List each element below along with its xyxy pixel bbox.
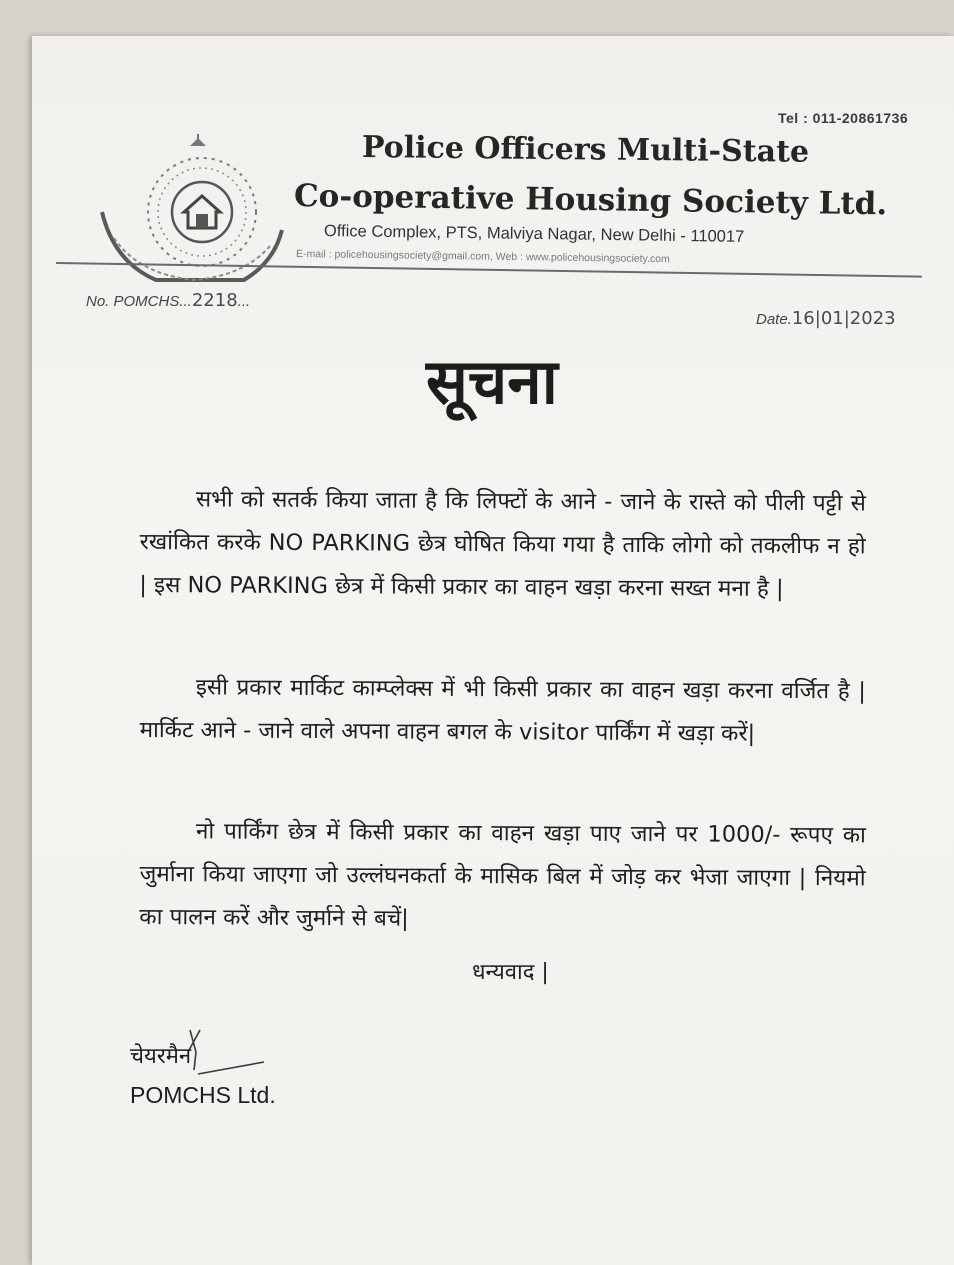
org-name-line1: Police Officers Multi-State <box>361 130 810 170</box>
org-address: Office Complex, PTS, Malviya Nagar, New Delhi - 110017 <box>323 222 745 246</box>
notice-heading: सूचना <box>426 345 558 418</box>
org-name-line2: Co-operative Housing Society Ltd. <box>293 178 888 223</box>
paragraph-text: सभी को सतर्क किया जाता है कि लिफ्टों के आने - जाने के रास्ते को पीली पट्टी से रखांकित करके NO PARKING छेत्र घोषित किया गया है ताकि लोगो को तकलीफ न हो | इस NO PARKING छेत्र में किसी प्रकार का वाहन खड़ा करना सख्त मना है | <box>139 486 866 602</box>
date-value: 16|01|2023 <box>791 308 896 329</box>
signatory-designation: चेयरमैन <box>130 1044 192 1069</box>
notice-paragraph-2 <box>139 666 866 756</box>
society-emblem-icon <box>94 134 284 294</box>
paragraph-text: नो पार्किंग छेत्र में किसी प्रकार का वाहन खड़ा पाए जाने पर 1000/- रूपए का जुर्माना किया जाएगा जो उल्लंघनकर्ता के मासिक बिल में जोड़ कर भेजा जाएगा | नियमो का पालन करें और जुर्माने से बचें| <box>139 818 866 932</box>
paragraph-text: इसी प्रकार मार्किट काम्प्लेक्स में भी किसी प्रकार का वाहन खड़ा करना वर्जित है | मार्किट आने - जाने वाले अपना वाहन बगल के visitor पार्किंग में खड़ा करें| <box>139 674 866 747</box>
telephone-number: Tel : 011-20861736 <box>778 110 909 126</box>
reference-number <box>86 290 250 311</box>
thanks-text: धन्यवाद | <box>472 960 549 985</box>
signatory-society: POMCHS Ltd. <box>130 1082 276 1108</box>
reference-suffix: ... <box>237 293 251 310</box>
org-contact: E-mail : policehousingsociety@gmail.com, Web : www.policehousingsociety.com <box>295 248 670 266</box>
notice-paragraph-3 <box>139 810 866 943</box>
reference-value: 2218 <box>191 290 238 311</box>
notice-paragraph-1 <box>139 478 866 611</box>
notice-date <box>756 308 896 329</box>
date-label: Date. <box>756 311 792 328</box>
reference-label: No. POMCHS... <box>86 293 192 310</box>
signature-mark <box>178 1026 278 1086</box>
